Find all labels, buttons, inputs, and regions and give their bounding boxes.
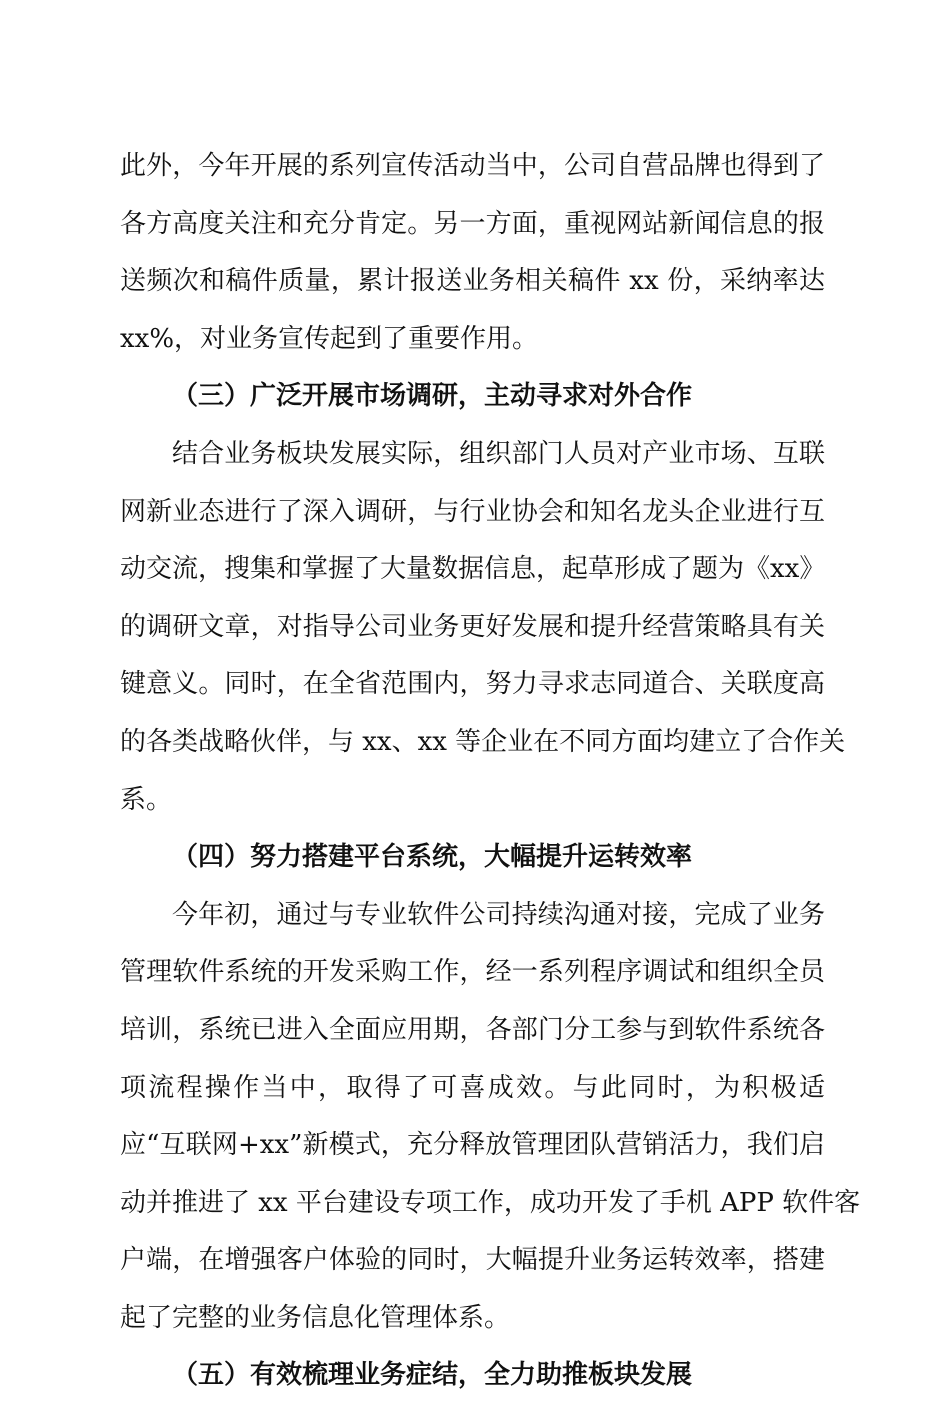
paragraph-line: 系。 bbox=[120, 784, 173, 815]
paragraph-line: 结合业务板块发展实际，组织部门人员对产业市场、互联 bbox=[172, 438, 825, 469]
paragraph-line: 动并推进了 xx 平台建设专项工作，成功开发了手机 APP 软件客 bbox=[120, 1187, 861, 1218]
section-heading-5: （五）有效梳理业务症结，全力助推板块发展 bbox=[172, 1360, 693, 1391]
paragraph-line: xx%，对业务宣传起到了重要作用。 bbox=[120, 323, 539, 354]
paragraph-line: 键意义。同时，在全省范围内，努力寻求志同道合、关联度高 bbox=[120, 669, 825, 700]
paragraph-line: 户端，在增强客户体验的同时，大幅提升业务运转效率，搭建 bbox=[120, 1245, 825, 1276]
paragraph-line: 应“互联网+xx”新模式，充分释放管理团队营销活力，我们启 bbox=[120, 1130, 825, 1161]
paragraph-line: 培训，系统已进入全面应用期，各部门分工参与到软件系统各 bbox=[120, 1014, 825, 1045]
document-body bbox=[120, 138, 861, 1405]
paragraph-line: 网新业态进行了深入调研，与行业协会和知名龙头企业进行互 bbox=[120, 496, 825, 527]
paragraph-line: 此外，今年开展的系列宣传活动当中，公司自营品牌也得到了 bbox=[120, 151, 825, 181]
paragraph-line: 动交流，搜集和掌握了大量数据信息，起草形成了题为《xx》 bbox=[120, 554, 826, 585]
paragraph-line: 项流程操作当中，取得了可喜成效。与此同时，为积极适 bbox=[120, 1072, 825, 1103]
paragraph-line: 的调研文章，对指导公司业务更好发展和提升经营策略具有关 bbox=[120, 611, 825, 642]
paragraph-line: 的各类战略伙伴，与 xx、xx 等企业在不同方面均建立了合作关 bbox=[120, 726, 846, 757]
paragraph-line: 管理软件系统的开发采购工作，经一系列程序调试和组织全员 bbox=[120, 957, 825, 988]
paragraph-line: 起了完整的业务信息化管理体系。 bbox=[120, 1302, 511, 1333]
section-heading-4: （四）努力搭建平台系统，大幅提升运转效率 bbox=[172, 842, 693, 873]
paragraph-line: 送频次和稿件质量，累计报送业务相关稿件 xx 份，采纳率达 bbox=[120, 266, 825, 297]
section-heading-3: （三）广泛开展市场调研，主动寻求对外合作 bbox=[172, 381, 693, 412]
paragraph-line: 各方高度关注和充分肯定。另一方面，重视网站新闻信息的报 bbox=[120, 208, 825, 239]
paragraph-line: 今年初，通过与专业软件公司持续沟通对接，完成了业务 bbox=[172, 899, 825, 930]
